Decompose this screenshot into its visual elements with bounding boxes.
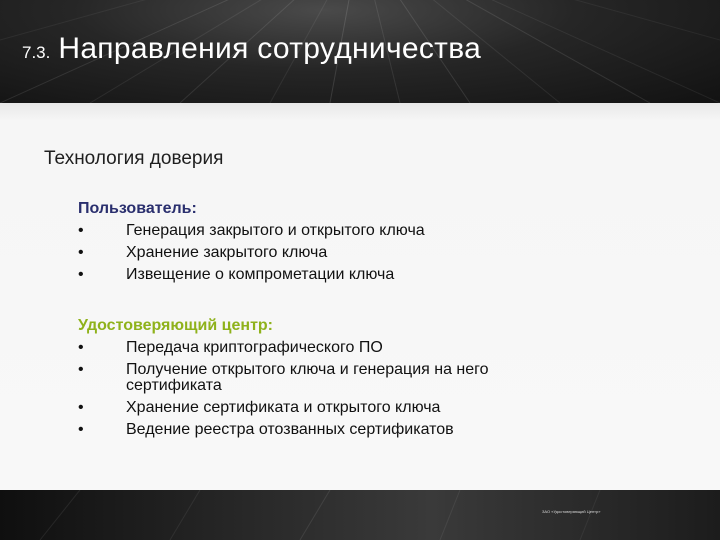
list-item	[78, 400, 578, 416]
list-item	[78, 422, 578, 438]
slide-title	[22, 32, 481, 66]
bullet-icon: •	[78, 421, 84, 438]
bullet-icon: •	[78, 222, 84, 239]
bullet-icon: •	[78, 399, 84, 416]
bullet-icon: •	[78, 244, 84, 261]
bullet-list-center	[78, 340, 578, 438]
list-item	[78, 223, 578, 239]
bullet-icon: •	[78, 266, 84, 283]
bullet-list-user	[78, 223, 578, 283]
subtitle: Технология доверия	[44, 148, 224, 169]
list-item-text: Хранение закрытого ключа	[126, 244, 328, 261]
section-heading-user: Пользователь:	[78, 200, 197, 217]
list-item-text: Извещение о компрометации ключа	[126, 266, 395, 283]
section-heading-center: Удостоверяющий центр:	[78, 317, 273, 334]
section-number: 7.3.	[22, 43, 51, 62]
list-item-text: Генерация закрытого и открытого ключа	[126, 222, 425, 239]
list-item	[78, 362, 578, 394]
list-item-text: Ведение реестра отозванных сертификатов	[126, 421, 454, 438]
footer-company-name: ЗАО «Удостоверяющий Центр»	[542, 509, 601, 514]
bullet-icon: •	[78, 361, 84, 378]
footer-banner	[0, 490, 720, 540]
section-center	[78, 315, 578, 438]
section-user	[78, 198, 578, 283]
list-item	[78, 340, 578, 356]
list-item	[78, 267, 578, 283]
bullet-icon: •	[78, 339, 84, 356]
title-text: Направления сотрудничества	[58, 32, 482, 65]
list-item	[78, 245, 578, 261]
list-item-text: Получение открытого ключа и генерация на него сертификата	[126, 361, 489, 394]
light-rays-decoration	[0, 490, 720, 540]
list-item-text: Передача криптографического ПО	[126, 339, 383, 356]
header-banner	[0, 0, 720, 103]
list-item-text: Хранение сертификата и открытого ключа	[126, 399, 441, 416]
